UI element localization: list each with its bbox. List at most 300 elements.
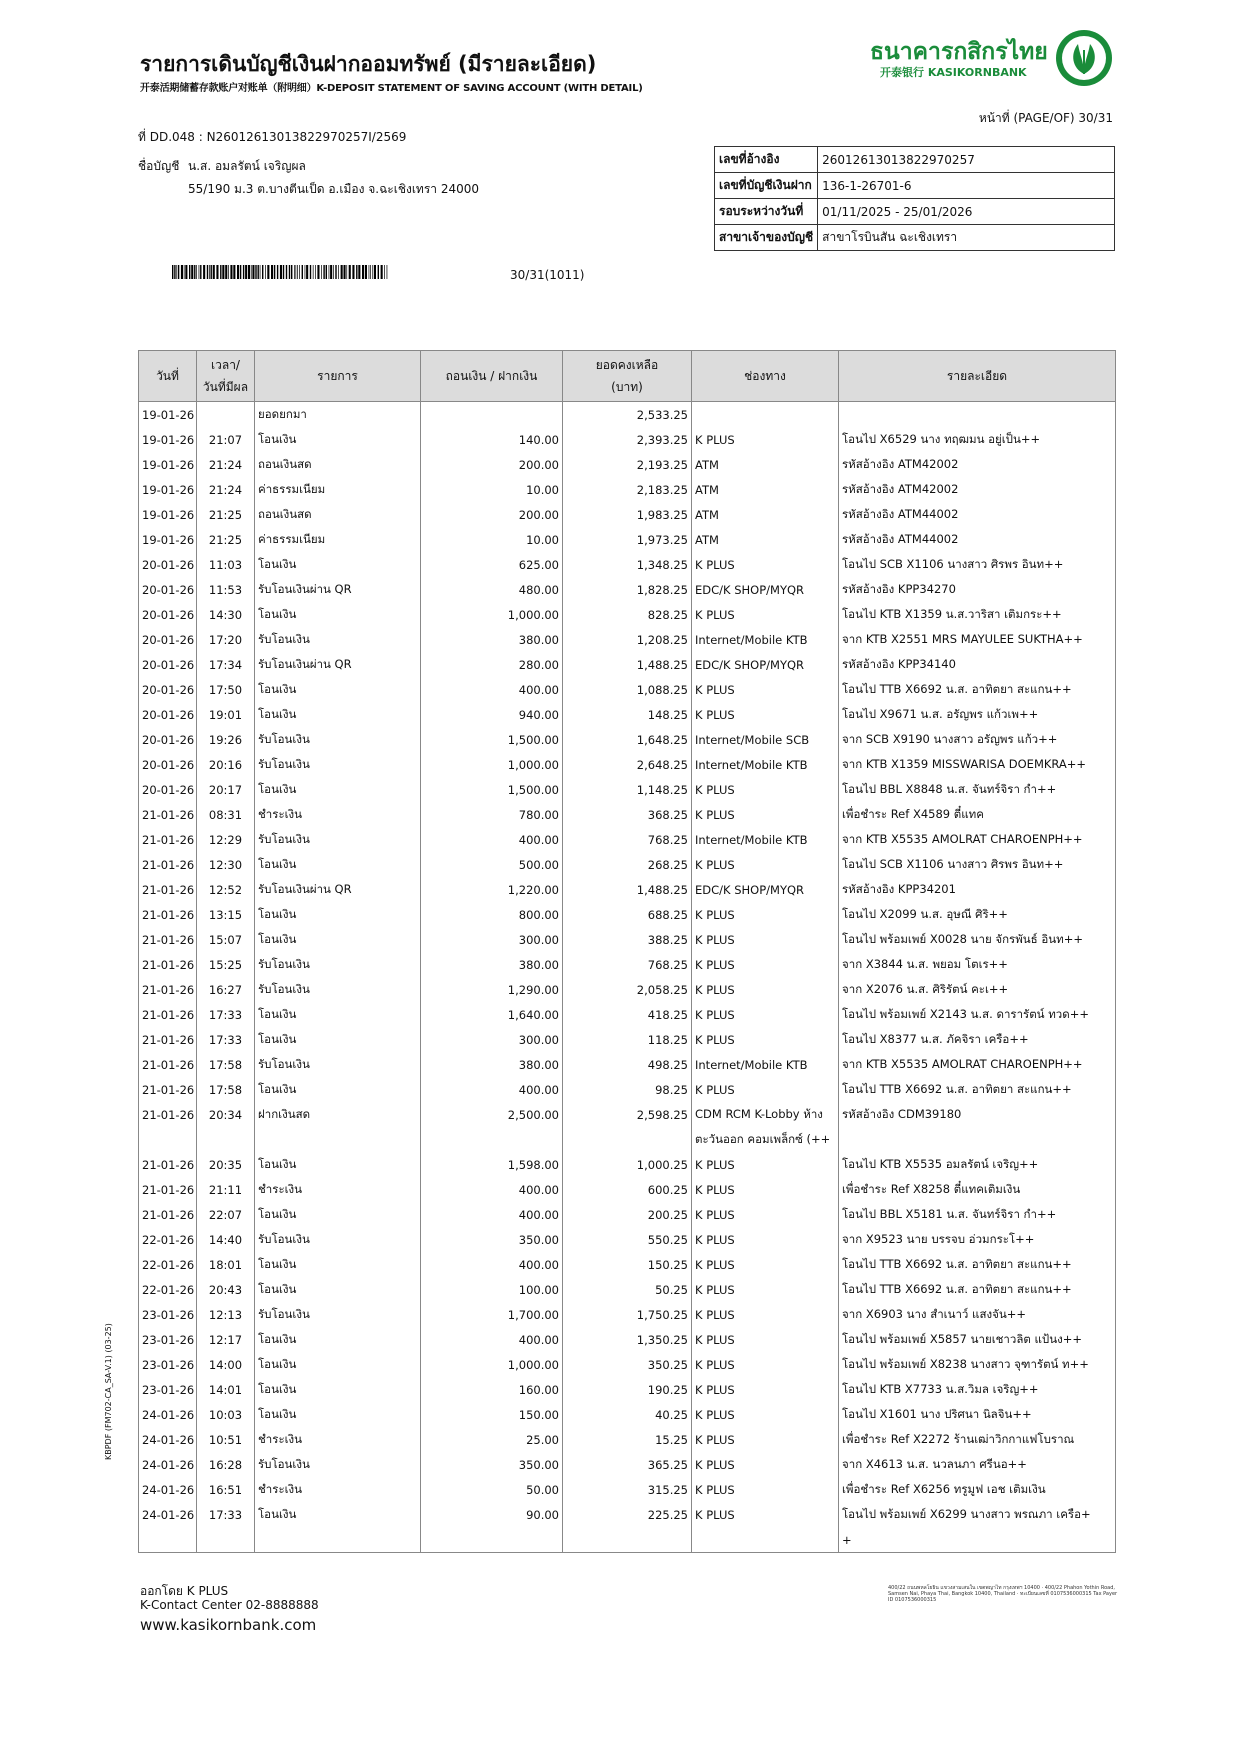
table-row <box>139 802 1116 827</box>
cell-channel: Internet/Mobile SCB <box>692 727 839 752</box>
table-row <box>139 1452 1116 1477</box>
cell-date: 20-01-26 <box>139 627 197 652</box>
cell-channel: K PLUS <box>692 1277 839 1302</box>
cell-date <box>139 1127 197 1152</box>
document-reference: ที่ DD.048 : N26012613013822970257I/2569 <box>138 130 407 144</box>
cell-description: โอนเงิน <box>255 1377 421 1402</box>
cell-balance: 768.25 <box>563 827 692 852</box>
cell-date: 21-01-26 <box>139 852 197 877</box>
cell-detail: รหัสอ้างอิง ATM44002 <box>839 527 1116 552</box>
cell-description: ถอนเงินสด <box>255 452 421 477</box>
cell-description: โอนเงิน <box>255 1027 421 1052</box>
cell-time: 12:30 <box>197 852 255 877</box>
cell-description: โอนเงิน <box>255 1002 421 1027</box>
cell-balance: 1,488.25 <box>563 877 692 902</box>
cell-date: 22-01-26 <box>139 1227 197 1252</box>
info-label: สาขาเจ้าของบัญชี <box>715 225 818 251</box>
cell-balance: 418.25 <box>563 1002 692 1027</box>
table-row <box>139 502 1116 527</box>
table-row <box>139 1127 1116 1152</box>
cell-date: 22-01-26 <box>139 1277 197 1302</box>
cell-time: 17:34 <box>197 652 255 677</box>
cell-detail: โอนไป พร้อมเพย์ X2143 น.ส. ดารารัตน์ ทวด++ <box>839 1002 1116 1027</box>
cell-balance: 1,348.25 <box>563 552 692 577</box>
cell-time: 11:03 <box>197 552 255 577</box>
table-row <box>139 1477 1116 1502</box>
cell-detail: จาก KTB X5535 AMOLRAT CHAROENPH++ <box>839 827 1116 852</box>
cell-detail: เพื่อชำระ Ref X6256 ทรูมูฟ เอช เติมเงิน <box>839 1477 1116 1502</box>
transaction-table-body <box>139 402 1116 1553</box>
cell-balance: 315.25 <box>563 1477 692 1502</box>
cell-amount: 300.00 <box>421 1027 563 1052</box>
cell-balance: 2,533.25 <box>563 402 692 428</box>
cell-amount: 1,700.00 <box>421 1302 563 1327</box>
cell-description: รับโอนเงินผ่าน QR <box>255 877 421 902</box>
cell-detail: โอนไป SCB X1106 นางสาว ศิรพร อินท++ <box>839 852 1116 877</box>
cell-amount: 280.00 <box>421 652 563 677</box>
cell-time: 10:51 <box>197 1427 255 1452</box>
table-row <box>139 627 1116 652</box>
cell-detail: จาก KTB X1359 MISSWARISA DOEMKRA++ <box>839 752 1116 777</box>
cell-date: 21-01-26 <box>139 1152 197 1177</box>
cell-description: โอนเงิน <box>255 1327 421 1352</box>
barcode-icon <box>172 265 390 279</box>
cell-amount: 1,000.00 <box>421 1352 563 1377</box>
cell-amount: 380.00 <box>421 1052 563 1077</box>
cell-balance: 150.25 <box>563 1252 692 1277</box>
cell-balance: 268.25 <box>563 852 692 877</box>
cell-time: 16:51 <box>197 1477 255 1502</box>
cell-balance: 2,058.25 <box>563 977 692 1002</box>
cell-balance: 2,598.25 <box>563 1102 692 1127</box>
col-header-description: รายการ <box>255 351 421 402</box>
cell-description: โอนเงิน <box>255 427 421 452</box>
table-row <box>139 552 1116 577</box>
cell-description: โอนเงิน <box>255 777 421 802</box>
cell-time: 14:00 <box>197 1352 255 1377</box>
table-row <box>139 777 1116 802</box>
cell-date: 24-01-26 <box>139 1477 197 1502</box>
cell-amount: 150.00 <box>421 1402 563 1427</box>
cell-time: 12:52 <box>197 877 255 902</box>
cell-channel: K PLUS <box>692 1377 839 1402</box>
table-row <box>139 652 1116 677</box>
cell-detail: + <box>839 1527 1116 1553</box>
cell-time: 12:13 <box>197 1302 255 1327</box>
kasikorn-logo-icon <box>1054 28 1114 88</box>
col-header-balance <box>563 351 692 402</box>
cell-time <box>197 402 255 428</box>
cell-detail: โอนไป พร้อมเพย์ X0028 นาย จักรพันธ์ อินท++ <box>839 927 1116 952</box>
cell-detail: จาก X2076 น.ส. ศิริรัตน์ คะเ++ <box>839 977 1116 1002</box>
cell-balance: 98.25 <box>563 1077 692 1102</box>
cell-description: รับโอนเงิน <box>255 752 421 777</box>
cell-time: 14:40 <box>197 1227 255 1252</box>
cell-time: 08:31 <box>197 802 255 827</box>
cell-channel <box>692 1527 839 1553</box>
col-header-amount: ถอนเงิน / ฝากเงิน <box>421 351 563 402</box>
cell-amount: 1,000.00 <box>421 602 563 627</box>
account-name-label: ชื่อบัญชี <box>138 159 180 173</box>
cell-channel: ATM <box>692 452 839 477</box>
table-row <box>139 1277 1116 1302</box>
footer-bank-address: 400/22 ถนนพหลโยธิน แขวงสามเสนใน เขตพญาไท กรุงเทพฯ 10400 · 400/22 Phahon Yothin Road, Samsen Nai, Phaya Thai, Bangkok 10400, Thailand · ทะเบียนเลขที่ 0107536000315 Tax Payer ID 0107536000315 <box>888 1585 1118 1603</box>
cell-description: รับโอนเงิน <box>255 1052 421 1077</box>
cell-time: 21:24 <box>197 477 255 502</box>
cell-description: รับโอนเงิน <box>255 977 421 1002</box>
cell-amount: 1,500.00 <box>421 777 563 802</box>
table-row <box>139 877 1116 902</box>
cell-balance: 1,000.25 <box>563 1152 692 1177</box>
table-row <box>139 1002 1116 1027</box>
cell-time: 20:34 <box>197 1102 255 1127</box>
cell-balance: 15.25 <box>563 1427 692 1452</box>
table-row <box>139 827 1116 852</box>
table-row <box>139 752 1116 777</box>
cell-date: 19-01-26 <box>139 477 197 502</box>
cell-amount: 380.00 <box>421 627 563 652</box>
cell-detail: รหัสอ้างอิง CDM39180 <box>839 1102 1116 1127</box>
cell-amount: 800.00 <box>421 902 563 927</box>
bank-logo-text-en: 开泰银行 KASIKORNBANK <box>880 66 1027 79</box>
cell-description: โอนเงิน <box>255 852 421 877</box>
cell-balance: 828.25 <box>563 602 692 627</box>
info-row-branch <box>715 225 1115 251</box>
cell-channel: K PLUS <box>692 852 839 877</box>
cell-channel: K PLUS <box>692 977 839 1002</box>
cell-channel: K PLUS <box>692 1252 839 1277</box>
cell-balance: 368.25 <box>563 802 692 827</box>
cell-detail: โอนไป SCB X1106 นางสาว ศิรพร อินท++ <box>839 552 1116 577</box>
cell-amount: 100.00 <box>421 1277 563 1302</box>
cell-channel: K PLUS <box>692 1027 839 1052</box>
cell-channel: K PLUS <box>692 602 839 627</box>
cell-description: รับโอนเงิน <box>255 1452 421 1477</box>
cell-date: 19-01-26 <box>139 452 197 477</box>
cell-channel: K PLUS <box>692 552 839 577</box>
cell-amount: 480.00 <box>421 577 563 602</box>
cell-detail: รหัสอ้างอิง ATM42002 <box>839 477 1116 502</box>
cell-date: 21-01-26 <box>139 977 197 1002</box>
cell-description: ค่าธรรมเนียม <box>255 527 421 552</box>
cell-description: ค่าธรรมเนียม <box>255 477 421 502</box>
cell-amount: 1,220.00 <box>421 877 563 902</box>
cell-time: 15:25 <box>197 952 255 977</box>
table-row <box>139 727 1116 752</box>
table-row <box>139 952 1116 977</box>
cell-balance: 498.25 <box>563 1052 692 1077</box>
cell-time: 20:35 <box>197 1152 255 1177</box>
cell-amount: 10.00 <box>421 477 563 502</box>
cell-detail: โอนไป X6529 นาง ทฤฒมน อยู่เป็น++ <box>839 427 1116 452</box>
cell-amount: 300.00 <box>421 927 563 952</box>
table-row <box>139 927 1116 952</box>
cell-time: 16:27 <box>197 977 255 1002</box>
cell-date: 21-01-26 <box>139 877 197 902</box>
cell-description: รับโอนเงิน <box>255 627 421 652</box>
cell-date: 20-01-26 <box>139 702 197 727</box>
cell-amount: 25.00 <box>421 1427 563 1452</box>
cell-detail: โอนไป BBL X8848 น.ส. จันทร์จิรา กำ++ <box>839 777 1116 802</box>
cell-balance: 1,750.25 <box>563 1302 692 1327</box>
cell-date: 20-01-26 <box>139 602 197 627</box>
table-row <box>139 1377 1116 1402</box>
cell-description: โอนเงิน <box>255 1077 421 1102</box>
cell-amount <box>421 1527 563 1553</box>
cell-balance: 1,350.25 <box>563 1327 692 1352</box>
info-value: 26012613013822970257 <box>818 147 1115 173</box>
cell-balance <box>563 1527 692 1553</box>
cell-date: 23-01-26 <box>139 1327 197 1352</box>
cell-detail: รหัสอ้างอิง KPP34270 <box>839 577 1116 602</box>
cell-date: 21-01-26 <box>139 827 197 852</box>
cell-date: 20-01-26 <box>139 677 197 702</box>
cell-date: 23-01-26 <box>139 1377 197 1402</box>
cell-date: 21-01-26 <box>139 1177 197 1202</box>
page-code: 30/31(1011) <box>510 268 585 282</box>
cell-date: 24-01-26 <box>139 1402 197 1427</box>
cell-detail: โอนไป พร้อมเพย์ X6299 นางสาว พรณภา เครือ+ <box>839 1502 1116 1527</box>
table-row <box>139 677 1116 702</box>
cell-description: โอนเงิน <box>255 1252 421 1277</box>
cell-balance: 688.25 <box>563 902 692 927</box>
cell-time: 19:26 <box>197 727 255 752</box>
table-row <box>139 852 1116 877</box>
table-row <box>139 1252 1116 1277</box>
cell-balance: 1,983.25 <box>563 502 692 527</box>
form-code: KBPDF (FM702-CA_SA-V.1) (03-25) <box>104 1323 113 1460</box>
footer-issued-by: ออกโดย K PLUS <box>140 1584 229 1598</box>
cell-description: โอนเงิน <box>255 927 421 952</box>
cell-detail: โอนไป TTB X6692 น.ส. อาทิตยา สะแกน++ <box>839 1077 1116 1102</box>
cell-detail: จาก X6903 นาง สำเนาว์ แสงจัน++ <box>839 1302 1116 1327</box>
cell-channel: EDC/K SHOP/MYQR <box>692 877 839 902</box>
cell-channel: K PLUS <box>692 427 839 452</box>
table-header-row <box>139 351 1116 402</box>
cell-amount: 400.00 <box>421 1202 563 1227</box>
cell-description: โอนเงิน <box>255 1202 421 1227</box>
cell-channel: K PLUS <box>692 1302 839 1327</box>
cell-channel: K PLUS <box>692 677 839 702</box>
cell-amount: 400.00 <box>421 827 563 852</box>
cell-amount: 90.00 <box>421 1502 563 1527</box>
cell-balance: 600.25 <box>563 1177 692 1202</box>
info-row-reference <box>715 147 1115 173</box>
cell-amount: 400.00 <box>421 1327 563 1352</box>
cell-detail: โอนไป X9671 น.ส. อรัญพร แก้วเพ++ <box>839 702 1116 727</box>
cell-channel: K PLUS <box>692 1227 839 1252</box>
cell-detail: โอนไป KTB X7733 น.ส.วิมล เจริญ++ <box>839 1377 1116 1402</box>
cell-amount <box>421 1127 563 1152</box>
cell-description: โอนเงิน <box>255 602 421 627</box>
cell-channel: K PLUS <box>692 1502 839 1527</box>
cell-date: 19-01-26 <box>139 502 197 527</box>
cell-detail: โอนไป TTB X6692 น.ส. อาทิตยา สะแกน++ <box>839 1277 1116 1302</box>
bank-logo-text-th: ธนาคารกสิกรไทย <box>870 39 1048 65</box>
cell-detail: โอนไป X8377 น.ส. ภัคจิรา เครือ++ <box>839 1027 1116 1052</box>
cell-amount: 1,000.00 <box>421 752 563 777</box>
info-value: สาขาโรบินสัน ฉะเชิงเทรา <box>818 225 1115 251</box>
cell-amount: 400.00 <box>421 677 563 702</box>
cell-amount: 400.00 <box>421 1077 563 1102</box>
account-holder-name: น.ส. อมลรัตน์ เจริญผล <box>188 159 306 173</box>
cell-channel: K PLUS <box>692 1077 839 1102</box>
cell-channel: K PLUS <box>692 802 839 827</box>
cell-time: 14:30 <box>197 602 255 627</box>
cell-time: 22:07 <box>197 1202 255 1227</box>
cell-description <box>255 1127 421 1152</box>
cell-amount: 940.00 <box>421 702 563 727</box>
account-info-box <box>714 146 1115 251</box>
col-header-time-line2: วันที่มีผล <box>202 380 249 394</box>
cell-description: ฝากเงินสด <box>255 1102 421 1127</box>
cell-time: 14:01 <box>197 1377 255 1402</box>
cell-channel: K PLUS <box>692 1202 839 1227</box>
cell-balance: 190.25 <box>563 1377 692 1402</box>
cell-description: รับโอนเงิน <box>255 827 421 852</box>
cell-description: รับโอนเงิน <box>255 952 421 977</box>
cell-channel: Internet/Mobile KTB <box>692 752 839 777</box>
cell-description: โอนเงิน <box>255 1502 421 1527</box>
cell-detail: โอนไป TTB X6692 น.ส. อาทิตยา สะแกน++ <box>839 1252 1116 1277</box>
cell-detail: เพื่อชำระ Ref X2272 ร้านเฒ่าวิกกาแฟโบราณ <box>839 1427 1116 1452</box>
cell-channel: ตะวันออก คอมเพล็กซ์ (++ <box>692 1127 839 1152</box>
cell-amount: 200.00 <box>421 452 563 477</box>
cell-description: โอนเงิน <box>255 677 421 702</box>
col-header-balance-line1: ยอดคงเหลือ <box>595 358 659 372</box>
cell-balance: 225.25 <box>563 1502 692 1527</box>
table-row <box>139 1202 1116 1227</box>
cell-detail: โอนไป X1601 นาง ปริศนา นิลจิน++ <box>839 1402 1116 1427</box>
footer-contact-center: K-Contact Center 02-8888888 <box>140 1598 319 1612</box>
cell-channel: K PLUS <box>692 702 839 727</box>
cell-description: รับโอนเงิน <box>255 1227 421 1252</box>
cell-time: 20:17 <box>197 777 255 802</box>
cell-channel: K PLUS <box>692 1452 839 1477</box>
cell-date: 19-01-26 <box>139 427 197 452</box>
cell-time: 21:25 <box>197 527 255 552</box>
table-row <box>139 1177 1116 1202</box>
cell-date: 21-01-26 <box>139 1077 197 1102</box>
cell-amount: 780.00 <box>421 802 563 827</box>
cell-amount: 1,290.00 <box>421 977 563 1002</box>
cell-date: 21-01-26 <box>139 802 197 827</box>
cell-amount: 10.00 <box>421 527 563 552</box>
cell-amount: 500.00 <box>421 852 563 877</box>
cell-amount: 400.00 <box>421 1252 563 1277</box>
cell-detail <box>839 402 1116 428</box>
col-header-channel: ช่องทาง <box>692 351 839 402</box>
cell-description: โอนเงิน <box>255 902 421 927</box>
cell-time: 17:20 <box>197 627 255 652</box>
cell-time: 15:07 <box>197 927 255 952</box>
table-row <box>139 427 1116 452</box>
cell-time: 17:33 <box>197 1002 255 1027</box>
cell-time <box>197 1527 255 1553</box>
cell-detail <box>839 1127 1116 1152</box>
statement-title-th: รายการเดินบัญชีเงินฝากออมทรัพย์ (มีรายละเอียด) <box>140 52 597 76</box>
cell-date: 20-01-26 <box>139 727 197 752</box>
cell-time: 21:24 <box>197 452 255 477</box>
cell-detail: จาก X9523 นาย บรรจบ อ่วมกระโ++ <box>839 1227 1116 1252</box>
cell-description: รับโอนเงิน <box>255 727 421 752</box>
info-label: รอบระหว่างวันที่ <box>715 199 818 225</box>
cell-description: โอนเงิน <box>255 702 421 727</box>
cell-amount: 1,598.00 <box>421 1152 563 1177</box>
cell-channel: K PLUS <box>692 927 839 952</box>
cell-amount: 1,500.00 <box>421 727 563 752</box>
cell-amount: 160.00 <box>421 1377 563 1402</box>
cell-balance: 2,193.25 <box>563 452 692 477</box>
cell-amount: 140.00 <box>421 427 563 452</box>
cell-balance: 1,973.25 <box>563 527 692 552</box>
cell-channel: K PLUS <box>692 1002 839 1027</box>
cell-channel: K PLUS <box>692 952 839 977</box>
cell-detail: จาก KTB X5535 AMOLRAT CHAROENPH++ <box>839 1052 1116 1077</box>
cell-detail: โอนไป X2099 น.ส. อุษณี ศิริ++ <box>839 902 1116 927</box>
cell-detail: โอนไป KTB X1359 น.ส.วาริสา เติมกระ++ <box>839 602 1116 627</box>
cell-description: โอนเงิน <box>255 1152 421 1177</box>
cell-time: 17:58 <box>197 1052 255 1077</box>
table-row <box>139 1227 1116 1252</box>
table-row <box>139 1502 1116 1527</box>
cell-channel: K PLUS <box>692 902 839 927</box>
cell-time: 10:03 <box>197 1402 255 1427</box>
table-row <box>139 1352 1116 1377</box>
cell-balance: 550.25 <box>563 1227 692 1252</box>
cell-amount: 50.00 <box>421 1477 563 1502</box>
cell-description: โอนเงิน <box>255 1402 421 1427</box>
cell-detail: รหัสอ้างอิง ATM42002 <box>839 452 1116 477</box>
transaction-table <box>138 350 1116 1553</box>
cell-date: 24-01-26 <box>139 1452 197 1477</box>
cell-detail: โอนไป พร้อมเพย์ X8238 นางสาว จุฑารัตน์ ท++ <box>839 1352 1116 1377</box>
cell-balance: 350.25 <box>563 1352 692 1377</box>
col-header-time <box>197 351 255 402</box>
cell-time: 12:29 <box>197 827 255 852</box>
cell-description: ชำระเงิน <box>255 802 421 827</box>
cell-time <box>197 1127 255 1152</box>
cell-detail: จาก X3844 น.ส. พยอม โตเร++ <box>839 952 1116 977</box>
cell-description: รับโอนเงินผ่าน QR <box>255 577 421 602</box>
cell-balance: 40.25 <box>563 1402 692 1427</box>
cell-time: 19:01 <box>197 702 255 727</box>
table-row <box>139 1427 1116 1452</box>
cell-amount: 2,500.00 <box>421 1102 563 1127</box>
cell-date: 21-01-26 <box>139 1202 197 1227</box>
cell-balance: 2,648.25 <box>563 752 692 777</box>
info-value: 136-1-26701-6 <box>818 173 1115 199</box>
cell-detail: เพื่อชำระ Ref X8258 ตี๋แทคเติมเงิน <box>839 1177 1116 1202</box>
info-row-period <box>715 199 1115 225</box>
page-indicator: หน้าที่ (PAGE/OF) 30/31 <box>978 111 1113 125</box>
cell-time: 13:15 <box>197 902 255 927</box>
cell-balance: 1,828.25 <box>563 577 692 602</box>
cell-time: 21:25 <box>197 502 255 527</box>
cell-date: 20-01-26 <box>139 777 197 802</box>
info-label: เลขที่บัญชีเงินฝาก <box>715 173 818 199</box>
statement-title-en: 开泰活期储蓄存款账户对账单（附明细）K-DEPOSIT STATEMENT OF SAVING ACCOUNT (WITH DETAIL) <box>140 83 643 94</box>
cell-date <box>139 1527 197 1553</box>
info-row-account-number <box>715 173 1115 199</box>
cell-date: 20-01-26 <box>139 752 197 777</box>
table-row <box>139 1527 1116 1553</box>
cell-date: 20-01-26 <box>139 577 197 602</box>
table-row <box>139 602 1116 627</box>
cell-channel: Internet/Mobile KTB <box>692 1052 839 1077</box>
cell-balance: 1,208.25 <box>563 627 692 652</box>
cell-detail: รหัสอ้างอิง KPP34140 <box>839 652 1116 677</box>
